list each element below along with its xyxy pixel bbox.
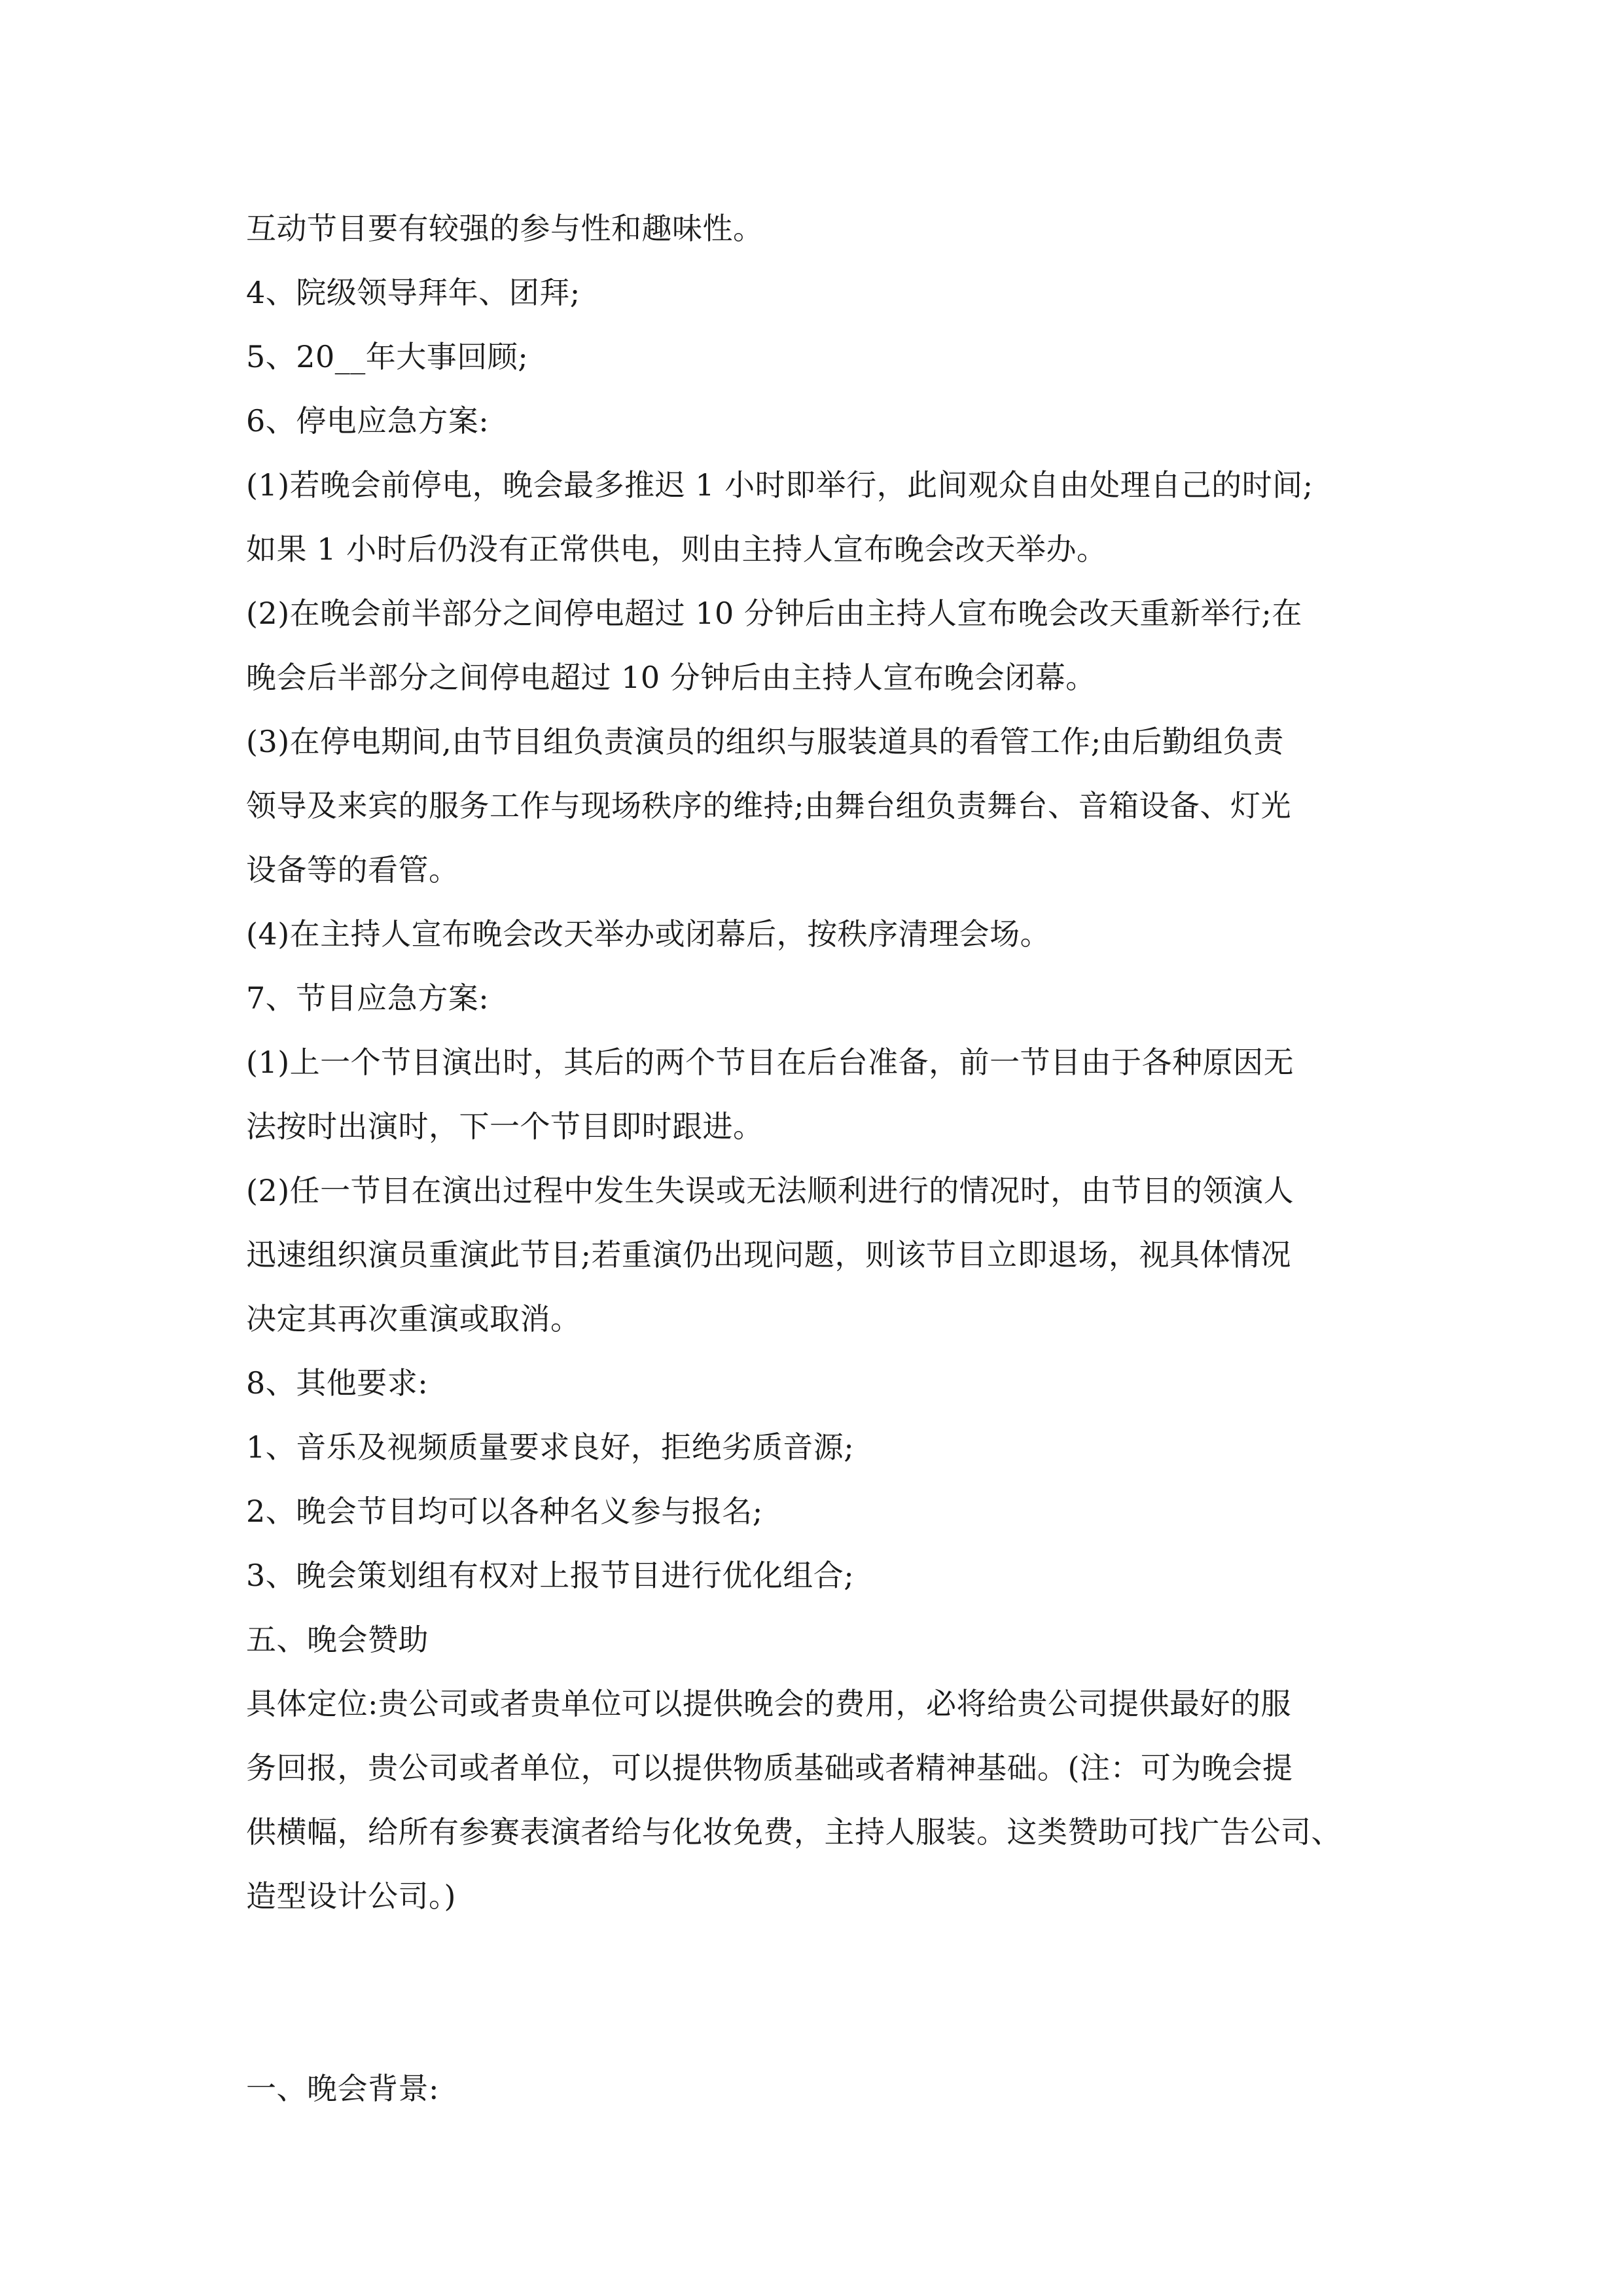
paragraph-line: 法按时出演时，下一个节目即时跟进。 (246, 1109, 764, 1144)
paragraph-line: 互动节目要有较强的参与性和趣味性。 (246, 211, 764, 246)
paragraph-line: (1)上一个节目演出时，其后的两个节目在后台准备，前一节目由于各种原因无 (246, 1045, 1294, 1080)
paragraph-line: (3)在停电期间,由节目组负责演员的组织与服装道具的看管工作;由后勤组负责 (246, 724, 1284, 759)
heading-sponsorship: 五、晚会赞助 (246, 1622, 429, 1657)
paragraph-line: (4)在主持人宣布晚会改天举办或闭幕后，按秩序清理会场。 (246, 916, 1051, 952)
paragraph-line: 领导及来宾的服务工作与现场秩序的维持;由舞台组负责舞台、音箱设备、灯光 (246, 788, 1291, 823)
list-item: 2、晚会节目均可以各种名义参与报名; (246, 1494, 763, 1529)
paragraph-line: 具体定位:贵公司或者贵单位可以提供晚会的费用，必将给贵公司提供最好的服 (246, 1686, 1291, 1721)
paragraph-line: 务回报，贵公司或者单位，可以提供物质基础或者精神基础。(注：可为晚会提 (246, 1750, 1293, 1785)
document-body (246, 196, 1385, 2121)
paragraph-line: 供横幅，给所有参赛表演者给与化妆免费，主持人服装。这类赞助可找广告公司、 (246, 1814, 1342, 1850)
paragraph-line: 晚会后半部分之间停电超过 10 分钟后由主持人宣布晚会闭幕。 (246, 660, 1096, 695)
paragraph-line: (2)在晚会前半部分之间停电超过 10 分钟后由主持人宣布晚会改天重新举行;在 (246, 596, 1302, 631)
section-spacer (246, 1928, 1385, 2056)
list-item: 1、音乐及视频质量要求良好，拒绝劣质音源; (246, 1429, 855, 1465)
list-item-4: 4、院级领导拜年、团拜; (246, 275, 580, 310)
list-item: 3、晚会策划组有权对上报节目进行优化组合; (246, 1558, 855, 1593)
section-heading: 一、晚会背景: (246, 2071, 439, 2106)
paragraph-line: 如果 1 小时后仍没有正常供电，则由主持人宣布晚会改天举办。 (246, 531, 1107, 567)
list-item-5: 5、20__年大事回顾; (246, 339, 529, 374)
paragraph-line: 造型设计公司。) (246, 1878, 456, 1914)
paragraph-line: 设备等的看管。 (246, 852, 459, 888)
heading-program-plan: 7、节目应急方案: (246, 980, 490, 1016)
paragraph-line: 决定其再次重演或取消。 (246, 1301, 581, 1336)
paragraph-line: (2)任一节目在演出过程中发生失误或无法顺利进行的情况时，由节目的领演人 (246, 1173, 1294, 1208)
heading-power-outage-plan: 6、停电应急方案: (246, 403, 490, 439)
paragraph-line: (1)若晚会前停电，晚会最多推迟 1 小时即举行，此间观众自由处理自己的时间; (246, 467, 1313, 503)
heading-other-requirements: 8、其他要求: (246, 1365, 429, 1401)
paragraph-line: 迅速组织演员重演此节目;若重演仍出现问题，则该节目立即退场，视具体情况 (246, 1237, 1291, 1272)
